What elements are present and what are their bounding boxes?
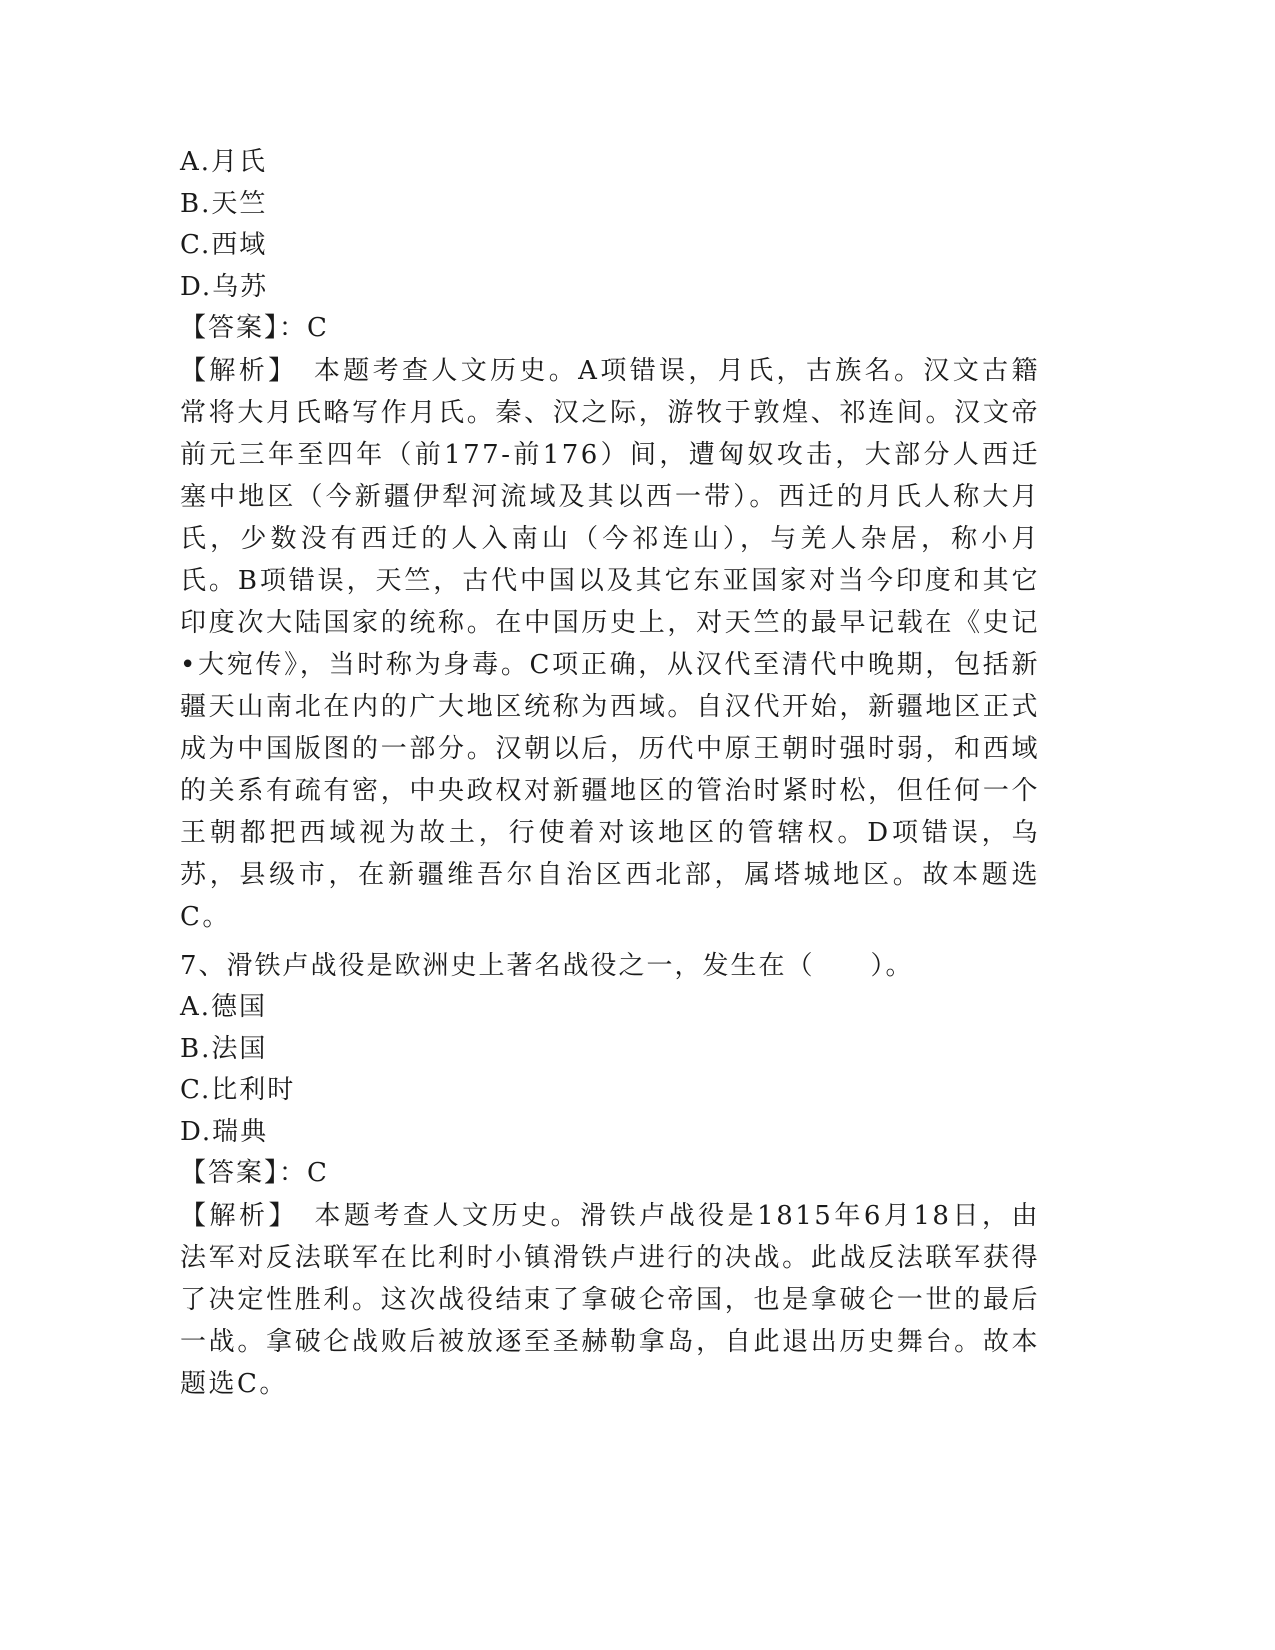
option-c: C.西域 xyxy=(180,230,268,260)
option-d: D.瑞典 xyxy=(180,1116,269,1147)
analysis-paragraph: 【解析】 本题考查人文历史。A项错误，月氏，古族名。汉文古籍常将大月氏略写作月氏。秦、汉之际，游牧于敦煌、祁连间。汉文帝前元三年至四年（前177-前176）间，遭匈奴攻击，大部分人西迁塞中地区（今新疆伊犁河流域及其以西一带）。西迁的月氏人称大月氏，少数没有西迁的人入南山（今祁连山），与羌人杂居，称小月氏。B项错误，天竺，古代中国以及其它东亚国家对当今印度和其它印度次大陆国家的统称。在中国历史上，对天竺的最早记载在《史记•大宛传》，当时称为身毒。C项正确，从汉代至清代中晚期，包括新疆天山南北在内的广大地区统称为西域。自汉代开始，新疆地区正式成为中国版图的一部分。汉朝以后，历代中原王朝时强时弱，和西域的关系有疏有密，中央政权对新疆地区的管治时紧时松，但任何一个王朝都把西域视为故土，行使着对该地区的管辖权。D项错误，乌苏，县级市，在新疆维吾尔自治区西北部，属塔城地区。故本题选C。 xyxy=(180,355,1040,932)
option-c: C.比利时 xyxy=(180,1075,296,1105)
answer-line: 【答案】：C xyxy=(180,1158,329,1188)
option-b: B.天竺 xyxy=(180,188,268,219)
option-a: A.德国 xyxy=(180,992,268,1022)
document-page xyxy=(180,142,1040,1405)
answer-line: 【答案】：C xyxy=(180,313,329,343)
option-b: B.法国 xyxy=(180,1033,268,1064)
option-d: D.乌苏 xyxy=(180,271,269,302)
question-text: 7、滑铁卢战役是欧洲史上著名战役之一，发生在（ ）。 xyxy=(180,950,914,981)
option-a: A.月氏 xyxy=(180,147,268,177)
analysis-paragraph: 【解析】 本题考查人文历史。滑铁卢战役是1815年6月18日，由法军对反法联军在比利时小镇滑铁卢进行的决战。此战反法联军获得了决定性胜利。这次战役结束了拿破仑帝国，也是拿破仑一世的最后一战。拿破仑战败后被放逐至圣赫勒拿岛，自此退出历史舞台。故本题选C。 xyxy=(180,1200,1040,1399)
